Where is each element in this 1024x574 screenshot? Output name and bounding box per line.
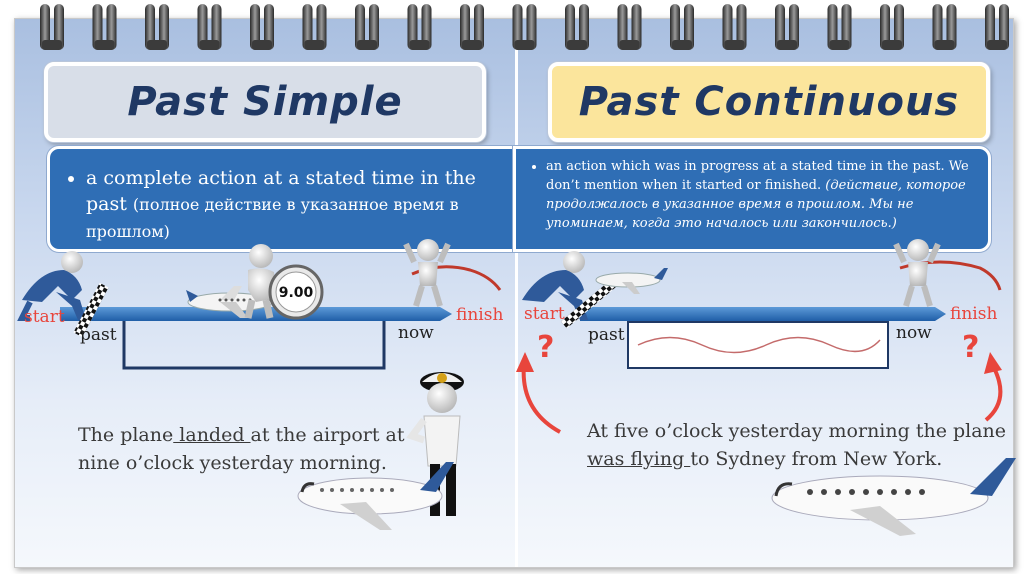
start-label: start: [524, 304, 565, 324]
clock-icon: [270, 266, 322, 318]
spiral-ring-icon: [513, 4, 537, 50]
spiral-ring-icon: [775, 4, 799, 50]
definition-en: a complete action at a stated time in the past: [86, 167, 476, 215]
timeline-bracket-right: [628, 322, 888, 368]
sentence-start: At five o’clock yesterday morning the plane: [587, 420, 1007, 442]
timeline-bar-right: [580, 307, 946, 321]
sentence-verb: was flying: [587, 448, 691, 470]
finish-label: finish: [456, 305, 504, 325]
past-simple-example: [78, 421, 418, 477]
curved-arrow-icon: [524, 364, 560, 432]
spiral-ring-icon: [250, 4, 274, 50]
spiral-ring-icon: [355, 4, 379, 50]
past-continuous-example: [587, 417, 1007, 473]
definition-ru: (полное действие в указанное время в прошлом): [86, 195, 459, 241]
sentence-end: at the airport at nine o’clock yesterday morning.: [78, 424, 405, 474]
spiral-ring-icon: [670, 4, 694, 50]
spiral-ring-icon: [303, 4, 327, 50]
spiral-ring-icon: [985, 4, 1009, 50]
curved-arrow-icon: [986, 368, 1000, 420]
past-continuous-title: Past Continuous: [548, 62, 990, 142]
definition-en: an action which was in progress at a stated time in the past. We don’t mention when it started or finished.: [546, 159, 969, 193]
curved-arrow-icon: [516, 352, 534, 372]
start-label: start: [24, 307, 65, 327]
sentence-end: to Sydney from New York.: [690, 448, 943, 470]
spiral-ring-icon: [460, 4, 484, 50]
now-label: now: [398, 323, 434, 343]
spiral-ring-icon: [93, 4, 117, 50]
sentence-start: The plane: [78, 424, 174, 446]
past-simple-title: Past Simple: [44, 62, 486, 142]
spiral-ring-icon: [828, 4, 852, 50]
now-label: now: [896, 323, 932, 343]
clock-time: 9.00: [278, 285, 314, 301]
finish-figure-icon: [406, 239, 500, 306]
spiral-ring-icon: [723, 4, 747, 50]
definition-ru: (действие, которое продолжалось в указанное время в прошлом. Мы не упоминаем, когда это началось или закончилось.): [546, 178, 966, 231]
question-mark-right: ?: [962, 330, 980, 365]
finish-label: finish: [950, 304, 998, 324]
spiral-ring-icon: [880, 4, 904, 50]
curved-arrow-icon: [984, 352, 1002, 374]
spiral-ring-icon: [198, 4, 222, 50]
sentence-verb: landed: [173, 424, 251, 446]
spiral-ring-icon: [145, 4, 169, 50]
spiral-ring-icon: [618, 4, 642, 50]
past-label: past: [80, 325, 117, 345]
spiral-ring-icon: [565, 4, 589, 50]
timeline-bracket-left: [124, 321, 384, 368]
past-label: past: [588, 325, 625, 345]
spiral-ring-icon: [933, 4, 957, 50]
question-mark-left: ?: [537, 330, 555, 365]
spiral-ring-icon: [40, 4, 64, 50]
spiral-ring-icon: [408, 4, 432, 50]
finish-figure-icon: [896, 239, 1000, 306]
spiral-binding: [0, 0, 1024, 60]
